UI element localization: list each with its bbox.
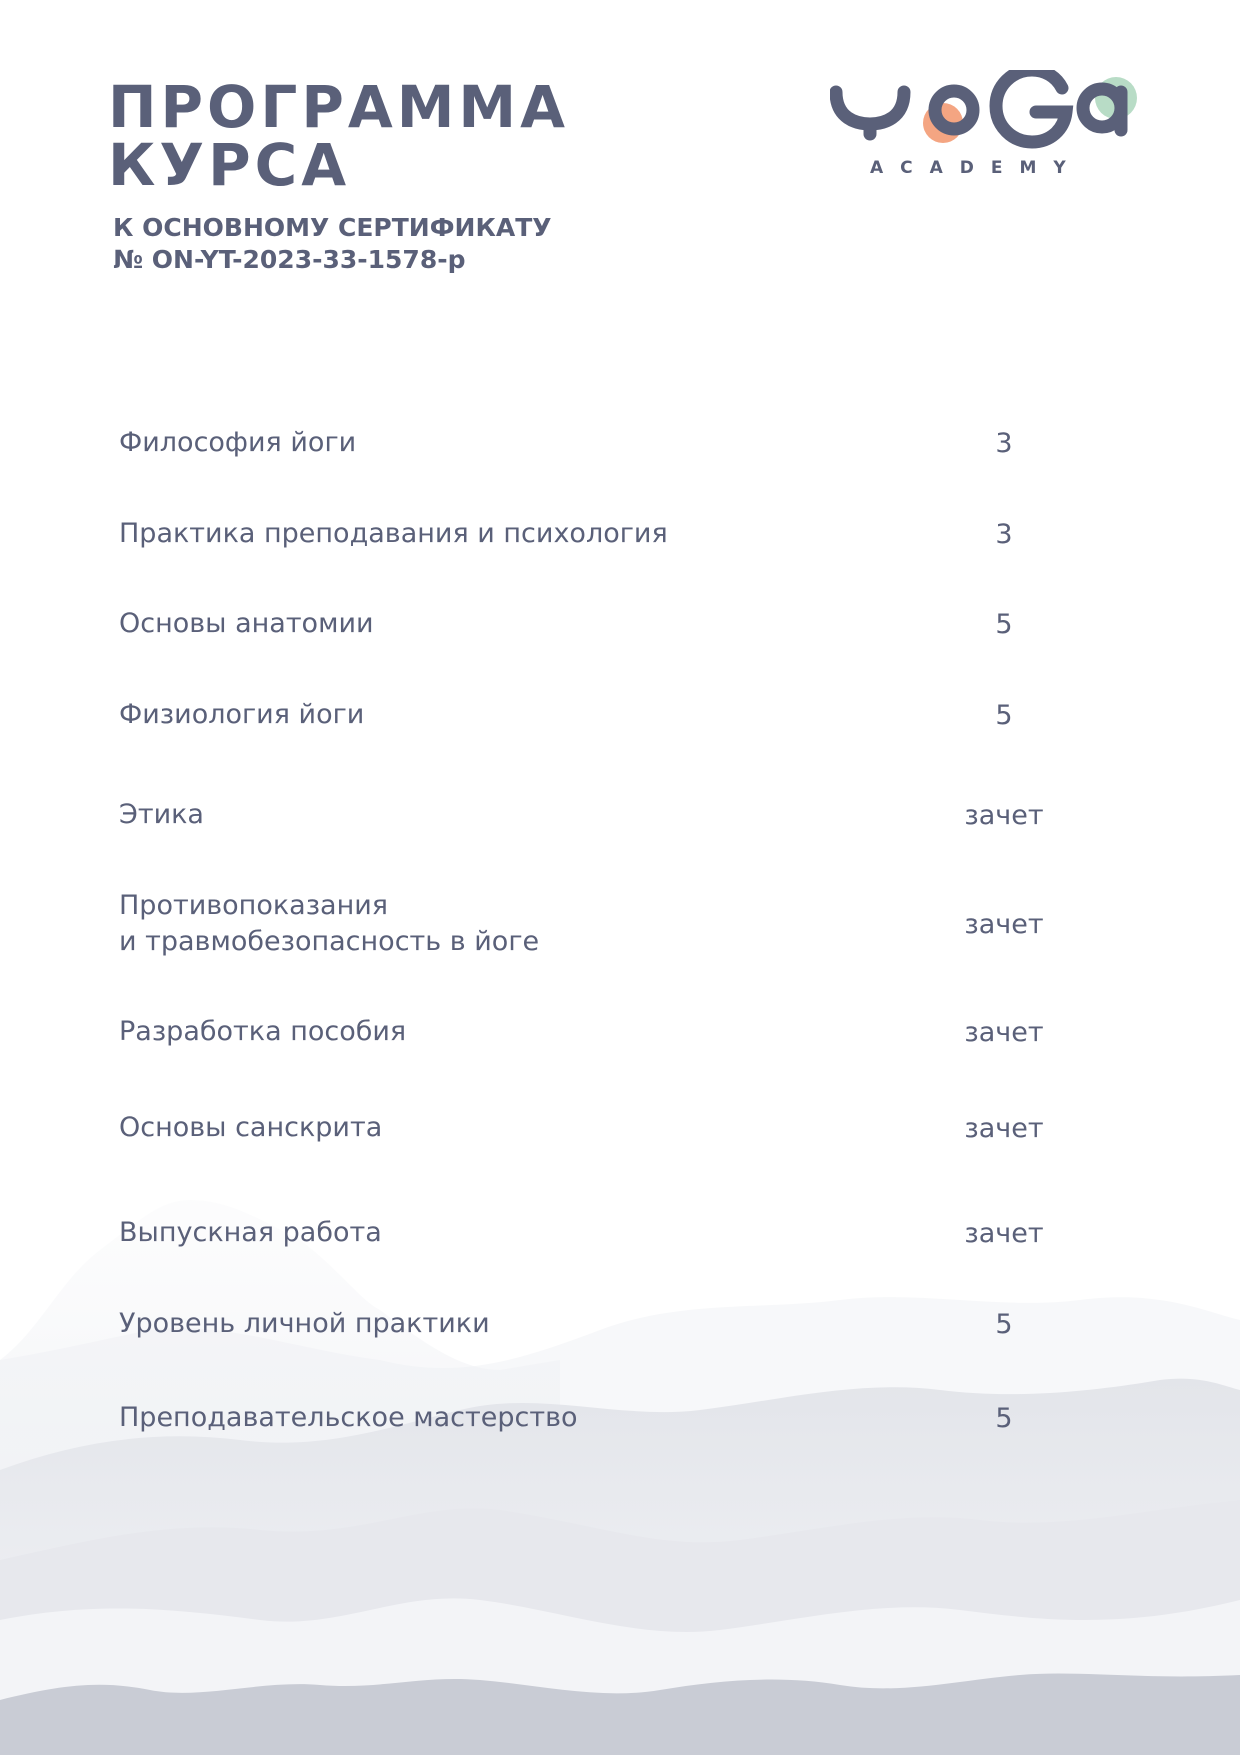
course-name: Физиология йоги xyxy=(119,699,365,730)
course-row xyxy=(119,1012,1049,1052)
course-row xyxy=(119,423,1049,463)
course-row xyxy=(119,1108,1049,1148)
course-credits: 5 xyxy=(995,608,1013,640)
course-name: Уровень личной практики xyxy=(119,1308,490,1339)
course-name: Выпускная работа xyxy=(119,1217,382,1248)
course-credits: 3 xyxy=(995,518,1013,550)
course-name: Преподавательское мастерство xyxy=(119,1402,578,1433)
subtitle-line-2: № ON-YT-2023-33-1578-р xyxy=(113,245,466,274)
course-name: Этика xyxy=(119,799,204,830)
course-name: Философия йоги xyxy=(119,427,357,458)
course-row xyxy=(119,695,1049,735)
course-row xyxy=(119,1304,1049,1344)
course-grade: зачет xyxy=(964,1112,1044,1144)
course-grade: зачет xyxy=(964,1016,1044,1048)
course-credits: 5 xyxy=(995,1402,1013,1434)
course-grade: зачет xyxy=(964,908,1044,940)
course-row xyxy=(119,886,1049,962)
course-credits: 3 xyxy=(995,427,1013,459)
course-row xyxy=(119,1213,1049,1253)
course-row xyxy=(119,795,1049,835)
subtitle-line-1: К ОСНОВНОМУ СЕРТИФИКАТУ xyxy=(113,213,552,242)
course-row xyxy=(119,1398,1049,1438)
course-row xyxy=(119,514,1049,554)
course-grade: зачет xyxy=(964,1217,1044,1249)
title-line-2: КУРСА xyxy=(108,131,351,199)
course-name: Основы санскрита xyxy=(119,1112,383,1143)
title-line-1: ПРОГРАММА xyxy=(108,73,570,141)
course-name: Практика преподавания и психология xyxy=(119,518,668,549)
course-row xyxy=(119,604,1049,644)
course-name: Основы анатомии xyxy=(119,608,374,639)
course-grade: зачет xyxy=(964,799,1044,831)
course-name: Разработка пособия xyxy=(119,1016,407,1047)
course-credits: 5 xyxy=(995,1308,1013,1340)
logo-academy-text: ACADEMY xyxy=(870,158,1083,178)
course-name: Противопоказания и травмобезопасность в йоге xyxy=(119,890,540,957)
course-credits: 5 xyxy=(995,699,1013,731)
